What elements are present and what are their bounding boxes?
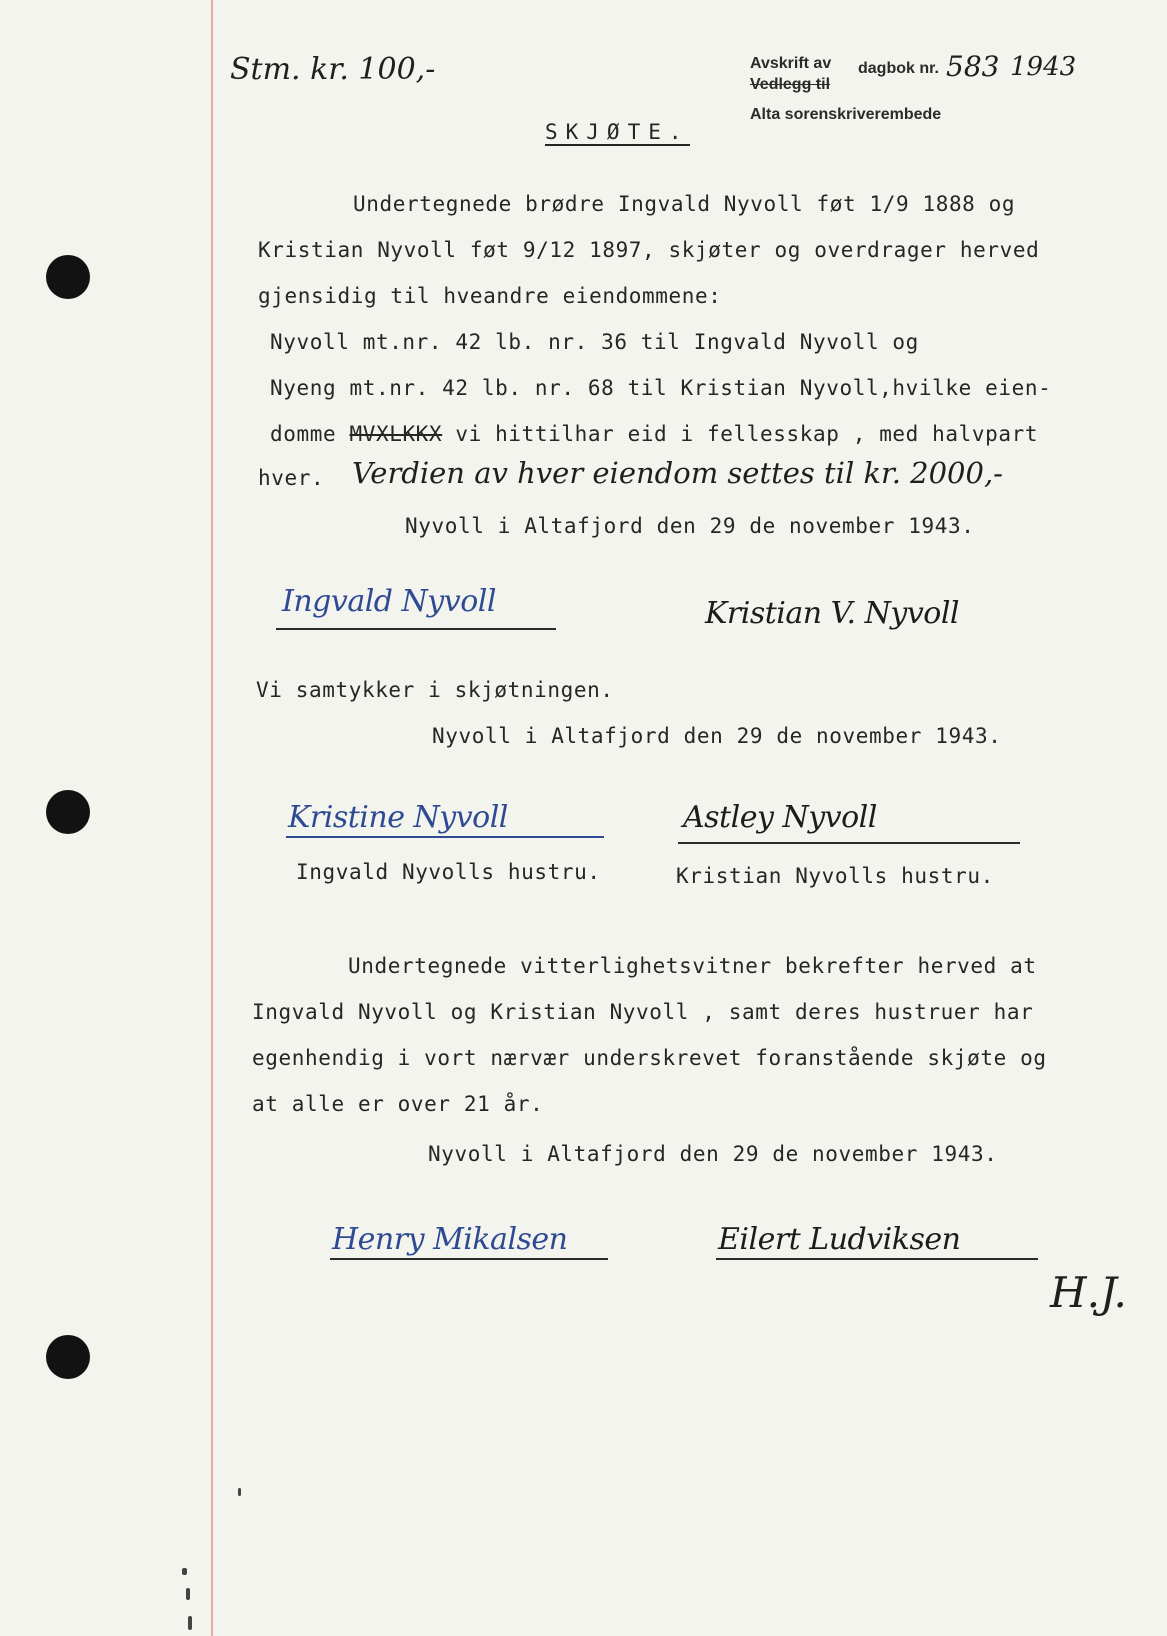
- signature-underline: [330, 1258, 608, 1260]
- signature-astley: Astley Nyvoll: [683, 800, 877, 835]
- wife-caption-ingvald: Ingvald Nyvolls hustru.: [296, 860, 601, 884]
- witness-line: egenhendig i vort nærvær underskrevet foranstående skjøte og: [252, 1046, 1047, 1070]
- signature-henry: Henry Mikalsen: [332, 1222, 568, 1257]
- consent-text: Vi samtykker i skjøtningen.: [256, 678, 614, 702]
- deed-line: Kristian Nyvoll føt 9/12 1897, skjøter og overdrager herved: [258, 238, 1040, 262]
- signature-underline: [716, 1258, 1038, 1260]
- deed-line: Nyvoll mt.nr. 42 lb. nr. 36 til Ingvald Nyvoll og: [270, 330, 919, 354]
- witness-line: Ingvald Nyvoll og Kristian Nyvoll , samt deres hustruer har: [252, 1000, 1034, 1024]
- stamp-line-vedlegg: Vedlegg til: [750, 76, 831, 93]
- scan-mark: [182, 1568, 187, 1575]
- witness-line: Undertegnede vitterlighetsvitner bekrefter herved at: [348, 954, 1037, 978]
- signature-kristine: Kristine Nyvoll: [288, 800, 508, 835]
- deed-line-typed: hver.: [258, 466, 325, 490]
- wife-caption-kristian: Kristian Nyvolls hustru.: [676, 864, 994, 888]
- signature-kristian: Kristian V. Nyvoll: [705, 596, 960, 631]
- punch-hole: [46, 255, 90, 299]
- stamp-fee-note: Stm. kr. 100,-: [230, 52, 436, 87]
- signature-ingvald: Ingvald Nyvoll: [282, 584, 496, 619]
- deed-place-date: Nyvoll i Altafjord den 29 de november 1943.: [405, 514, 975, 538]
- deed-line: domme MVXLKKX vi hittilhar eid i fellesskap , med halvpart: [270, 422, 1039, 446]
- signature-eilert: Eilert Ludviksen: [718, 1222, 961, 1257]
- witness-line: at alle er over 21 år.: [252, 1092, 544, 1116]
- stamp-year: 1943: [1010, 52, 1077, 82]
- punch-hole: [46, 790, 90, 834]
- stamp-dagbok-label: dagbok nr.: [858, 60, 939, 77]
- witness-place-date: Nyvoll i Altafjord den 29 de november 1943.: [428, 1142, 998, 1166]
- signature-underline: [286, 836, 604, 838]
- scan-mark: [238, 1488, 241, 1496]
- handwritten-value-note: Verdien av hver eiendom settes til kr. 2000,-: [352, 456, 1003, 490]
- initials-mark: H.J.: [1050, 1268, 1127, 1317]
- scan-mark: [188, 1616, 192, 1630]
- stamp-dagbok-number: 583: [946, 50, 1000, 83]
- signature-underline: [678, 842, 1020, 844]
- signature-underline: [276, 628, 556, 630]
- document-title: SKJØTE.: [545, 120, 690, 144]
- consent-place-date: Nyvoll i Altafjord den 29 de november 1943.: [432, 724, 1002, 748]
- struck-text: MVXLKKX: [349, 422, 443, 446]
- scan-mark: [186, 1588, 190, 1600]
- stamp-office: Alta sorenskriverembede: [750, 106, 942, 123]
- stamp-line-avskrift: Avskrift av: [750, 55, 832, 72]
- margin-line: [211, 0, 213, 1636]
- deed-line: gjensidig til hveandre eiendommene:: [258, 284, 722, 308]
- deed-line: Nyeng mt.nr. 42 lb. nr. 68 til Kristian Nyvoll,hvilke eien-: [270, 376, 1052, 400]
- punch-hole: [46, 1335, 90, 1379]
- deed-line: Undertegnede brødre Ingvald Nyvoll føt 1/9 1888 og: [353, 192, 1016, 216]
